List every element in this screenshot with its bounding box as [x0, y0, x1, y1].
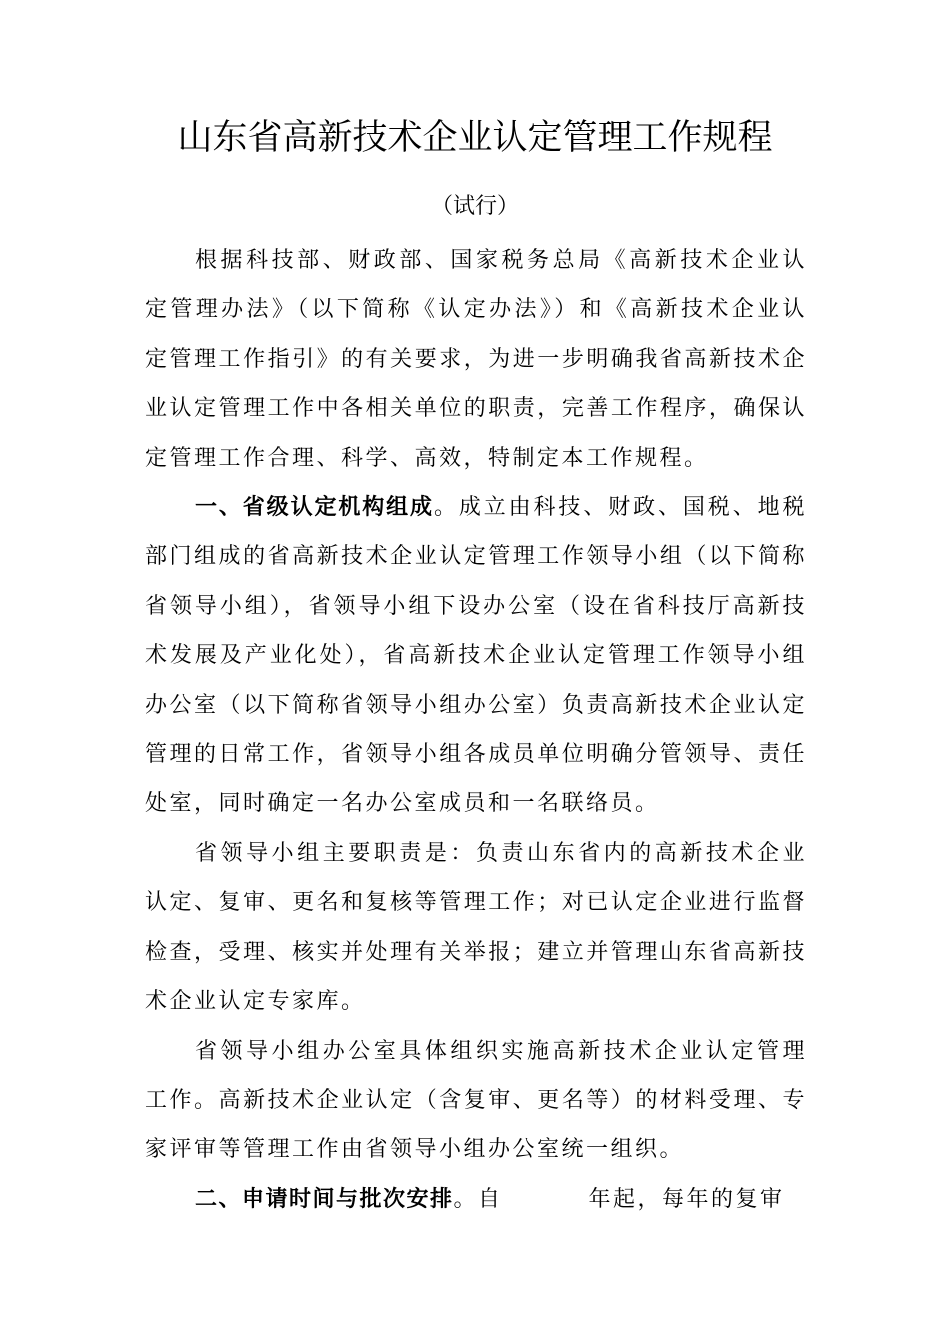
document-title: 山东省高新技术企业认定管理工作规程: [177, 118, 773, 158]
paragraph-section-2: [145, 1175, 807, 1224]
document-body: [145, 236, 807, 1224]
section-heading-2: 二、申请时间与批次安排: [195, 1186, 454, 1212]
paragraph-leadership-duties: 省领导小组主要职责是：负责山东省内的高新技术企业认定、复审、更名和复核等管理工作；对已认定企业进行监督检查，受理、核实并处理有关举报；建立并管理山东省高新技术企业认定专家库。: [145, 840, 807, 1015]
section-heading-1: 一、省级认定机构组成: [195, 495, 434, 521]
paragraph-intro: 根据科技部、财政部、国家税务总局《高新技术企业认定管理办法》（以下简称《认定办法》）和《高新技术企业认定管理工作指引》的有关要求，为进一步明确我省高新技术企业认定管理工作中各相关单位的职责，完善工作程序，确保认定管理工作合理、科学、高效，特制定本工作规程。: [145, 248, 807, 471]
section-1-text: 。成立由科技、财政、国税、地税部门组成的省高新技术企业认定管理工作领导小组（以下简称省领导小组），省领导小组下设办公室（设在省科技厅高新技术发展及产业化处），省高新技术企业认定管理工作领导小组办公室（以下简称省领导小组办公室）负责高新技术企业认定管理的日常工作，省领导小组各成员单位明确分管领导、责任处室，同时确定一名办公室成员和一名联络员。: [145, 495, 807, 817]
section-2-text-b: 年起，每年的复审: [588, 1186, 785, 1212]
section-2-text-a: 。自: [453, 1186, 503, 1212]
document-subtitle: （试行）: [430, 194, 519, 219]
paragraph-section-1: [145, 483, 807, 829]
paragraph-office-duties: 省领导小组办公室具体组织实施高新技术企业认定管理工作。高新技术企业认定（含复审、更名等）的材料受理、专家评审等管理工作由省领导小组办公室统一组织。: [145, 1038, 807, 1163]
